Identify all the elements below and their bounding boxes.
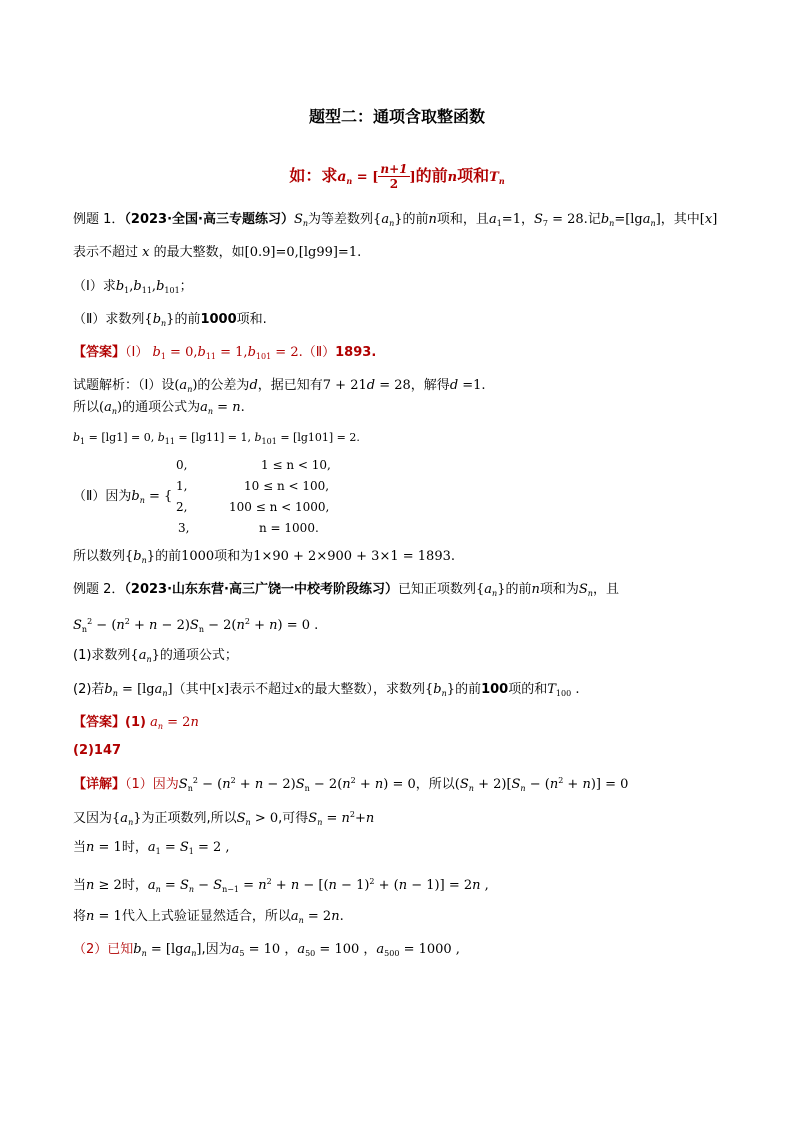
case-value-1: 0, (176, 458, 188, 472)
example1-part2-label: （Ⅱ）因为$b_n$ = { (73, 489, 173, 505)
example2-detail-line3: 当n = 1时，$a_1 = S_1 = 2$ , (73, 840, 230, 856)
example1-statement-line1: 例题 1．（2023·全国·高三专题练习）$S_n$为等差数列$\{a_n\}$的前n项和，且$a_1=1$，$S_7 = 28$.记$b_n=[\lg a_n]$，其中[x] (73, 212, 718, 228)
example1-answer: 【答案】（Ⅰ） $b_1 = 0,b_{11} = 1,b_{101}$ = 2.（Ⅱ）1893. (73, 345, 377, 361)
example1-solution-line1: 试题解析：（Ⅰ）设$(a_n)$的公差为d，据已知有7 + 21d = 28，解得d =1. (73, 378, 486, 394)
case-cond-3: 100 ≤ n < 1000, (229, 500, 330, 514)
example2-detail-line2: 又因为$\{a_n\}$为正项数列,所以$S_n > 0$,可得$S_n = n^2+n$ (73, 810, 375, 827)
example1-statement-line2: 表示不超过 x 的最大整数，如[0.9]=0,[lg99]=1. (73, 245, 362, 260)
example2-detail-line6: （2）已知$b_n = [\lg a_n]$,因为$a_5 = 10$ ，$a_{50} = 100$ ，$a_{500} = 1000$ , (73, 942, 460, 958)
example2-question1: (1)求数列$\{a_n\}$的通项公式； (73, 648, 238, 664)
example1-solution-line2: 所以$(a_n)$的通项公式为$a_n = n$. (73, 400, 245, 416)
example1-solution-line3: $b_1 = [\lg 1] = 0$, $b_{11} = [\lg 11] = 1$, $b_{101} = [\lg 101] = 2$. (73, 431, 360, 446)
case-value-4: 3, (178, 521, 190, 535)
example2-question2: (2)若$b_n = [\lg a_n]$（其中[x]表示不超过x的最大整数），求数列$\{b_n\}$的前100项的和$T_{100}$ . (73, 682, 580, 698)
example2-detail-line4: 当n ≥ 2时，$a_n = S_n - S_{n-1} = n^2 + n - [(n - 1)^2 + (n - 1)] = 2n$ , (73, 877, 489, 894)
example2-detail-line1: 【详解】（1）因为$S_n^2 - (n^2 + n - 2)S_n - 2(n^2 + n) = 0$，所以$(S_n + 2)[S_n - (n^2 + n)] = 0$ (73, 776, 629, 793)
case-cond-2: 10 ≤ n < 100, (244, 479, 330, 493)
example1-question2: （Ⅱ）求数列$\{b_n\}$的前1000项和. (73, 312, 267, 328)
example2-detail-line5: 将n = 1代入上式验证显然适合，所以$a_n = 2n$. (73, 909, 344, 925)
case-value-3: 2, (176, 500, 188, 514)
example2-answer-part2: (2)147 (73, 743, 122, 758)
case-value-2: 1, (176, 479, 188, 493)
case-cond-1: 1 ≤ n < 10, (261, 458, 331, 472)
example1-sum: 所以数列$\{b_n\}$的前1000项和为1×90 + 2×900 + 3×1 = 1893. (73, 549, 455, 565)
section-subtitle: 如：求$a_n$ = [ $\frac{n+1}{2}$ ]的前n项和$T_n$ (289, 162, 505, 191)
example2-statement-line1: 例题 2．（2023·山东东营·高三广饶一中校考阶段练习）已知正项数列$\{a_n\}$的前n项和为$S_n$，且 (73, 582, 619, 598)
case-cond-4: n = 1000. (259, 521, 319, 535)
example1-question1: （Ⅰ）求$b_1,b_{11},b_{101}$； (73, 279, 193, 295)
example2-answer: 【答案】(1) $a_n = 2n$ (73, 715, 199, 731)
example2-statement-line2: $S_n^2 - (n^2 + n - 2)S_n - 2(n^2 + n) = 0$ . (73, 617, 319, 634)
section-title: 题型二：通项含取整函数 (308, 107, 485, 126)
